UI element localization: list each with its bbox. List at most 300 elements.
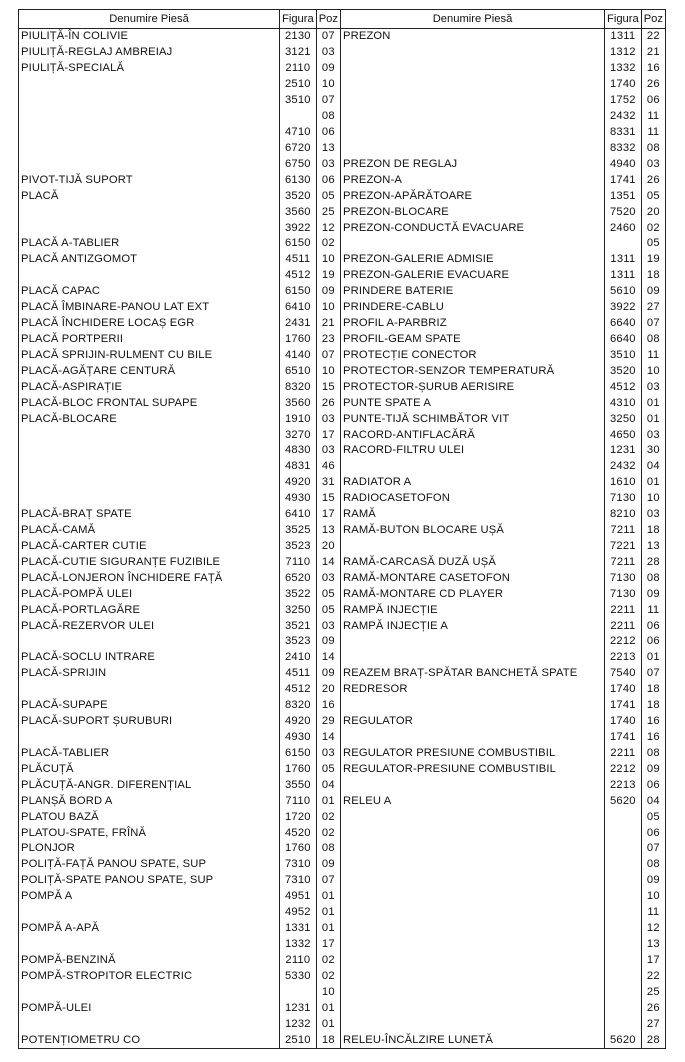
- part-name-left: PLĂCUȚĂ: [19, 761, 280, 777]
- position-right: 16: [641, 730, 665, 746]
- part-name-right: PREZON DE REGLAJ: [341, 156, 605, 172]
- figure-left: 1760: [280, 761, 317, 777]
- figure-left: 6410: [280, 300, 317, 316]
- position-left: 08: [316, 841, 340, 857]
- figure-left: 4830: [280, 443, 317, 459]
- part-name-left: [19, 125, 280, 141]
- figure-right: [605, 825, 642, 841]
- figure-right: 1752: [605, 93, 642, 109]
- part-name-left: PIULIȚĂ-ÎN COLIVIE: [19, 29, 280, 45]
- figure-left: 2110: [280, 61, 317, 77]
- figure-left: 4511: [280, 666, 317, 682]
- part-name-left: PLACĂ-BLOCARE: [19, 411, 280, 427]
- part-name-left: PLACĂ-CAMĂ: [19, 523, 280, 539]
- table-row: [19, 332, 666, 348]
- position-left: 03: [316, 443, 340, 459]
- position-left: 03: [316, 45, 340, 61]
- part-name-right: [341, 857, 605, 873]
- part-name-left: PLACĂ A-TABLIER: [19, 236, 280, 252]
- table-row: [19, 379, 666, 395]
- table-row: [19, 347, 666, 363]
- part-name-left: PIVOT-TIJĂ SUPORT: [19, 172, 280, 188]
- figure-right: 7130: [605, 586, 642, 602]
- figure-left: 7310: [280, 873, 317, 889]
- position-left: 01: [316, 905, 340, 921]
- table-row: [19, 300, 666, 316]
- position-right: 09: [641, 761, 665, 777]
- position-right: 27: [641, 300, 665, 316]
- figure-left: 5330: [280, 968, 317, 984]
- figure-right: 2213: [605, 777, 642, 793]
- position-left: 09: [316, 61, 340, 77]
- position-left: 01: [316, 1016, 340, 1032]
- position-right: 27: [641, 1016, 665, 1032]
- figure-right: 7130: [605, 570, 642, 586]
- figure-right: 2211: [605, 602, 642, 618]
- part-name-right: RAMPĂ INJECȚIE A: [341, 618, 605, 634]
- part-name-right: PROTECTOR-ȘURUB AERISIRE: [341, 379, 605, 395]
- table-row: [19, 634, 666, 650]
- position-right: 11: [641, 347, 665, 363]
- part-name-left: PLACĂ CAPAC: [19, 284, 280, 300]
- position-left: 04: [316, 777, 340, 793]
- position-left: 03: [316, 156, 340, 172]
- figure-right: [605, 1000, 642, 1016]
- part-name-right: [341, 968, 605, 984]
- figure-left: 4512: [280, 682, 317, 698]
- figure-left: 2510: [280, 77, 317, 93]
- part-name-left: PLACĂ-AGĂȚARE CENTURĂ: [19, 363, 280, 379]
- position-right: 26: [641, 77, 665, 93]
- position-left: 14: [316, 554, 340, 570]
- figure-left: 6410: [280, 507, 317, 523]
- table-row: [19, 873, 666, 889]
- table-row: [19, 109, 666, 125]
- part-name-left: PLACĂ-BLOC FRONTAL SUPAPE: [19, 395, 280, 411]
- position-right: 18: [641, 268, 665, 284]
- figure-right: 6640: [605, 316, 642, 332]
- part-name-left: PLACĂ: [19, 188, 280, 204]
- figure-left: [280, 984, 317, 1000]
- part-name-right: PREZON-CONDUCTĂ EVACUARE: [341, 220, 605, 236]
- figure-right: 2212: [605, 761, 642, 777]
- part-name-right: RAMĂ-MONTARE CD PLAYER: [341, 586, 605, 602]
- table-row: [19, 156, 666, 172]
- table-row: [19, 172, 666, 188]
- figure-right: 5610: [605, 284, 642, 300]
- part-name-left: [19, 140, 280, 156]
- position-right: 28: [641, 1032, 665, 1048]
- position-right: 10: [641, 491, 665, 507]
- part-name-right: [341, 841, 605, 857]
- position-left: 18: [316, 1032, 340, 1048]
- position-left: 06: [316, 172, 340, 188]
- table-row: [19, 125, 666, 141]
- part-name-left: POMPĂ-BENZINĂ: [19, 952, 280, 968]
- part-name-right: RAMĂ-CARCASĂ DUZĂ UȘĂ: [341, 554, 605, 570]
- figure-right: 1741: [605, 698, 642, 714]
- figure-left: 4952: [280, 905, 317, 921]
- part-name-right: REGULATOR PRESIUNE COMBUSTIBIL: [341, 745, 605, 761]
- position-left: 13: [316, 140, 340, 156]
- part-name-right: [341, 236, 605, 252]
- part-name-left: [19, 1016, 280, 1032]
- part-name-left: [19, 220, 280, 236]
- part-name-right: RAMĂ-MONTARE CASETOFON: [341, 570, 605, 586]
- table-row: [19, 220, 666, 236]
- table-row: [19, 252, 666, 268]
- table-row: [19, 857, 666, 873]
- position-right: 09: [641, 873, 665, 889]
- header-position-left: Poz: [316, 10, 340, 29]
- figure-right: 1610: [605, 475, 642, 491]
- position-left: 17: [316, 937, 340, 953]
- table-row: [19, 921, 666, 937]
- figure-right: [605, 921, 642, 937]
- parts-index-table: [18, 9, 666, 1049]
- position-left: 02: [316, 809, 340, 825]
- position-right: 13: [641, 539, 665, 555]
- position-right: 21: [641, 45, 665, 61]
- table-row: [19, 586, 666, 602]
- part-name-right: PREZON-GALERIE ADMISIE: [341, 252, 605, 268]
- part-name-left: PIULIȚĂ-SPECIALĂ: [19, 61, 280, 77]
- header-position-right: Poz: [641, 10, 665, 29]
- position-left: 07: [316, 29, 340, 45]
- part-name-right: [341, 650, 605, 666]
- position-right: 18: [641, 682, 665, 698]
- figure-right: [605, 236, 642, 252]
- table-row: [19, 745, 666, 761]
- position-left: 21: [316, 316, 340, 332]
- position-right: 04: [641, 793, 665, 809]
- part-name-right: RELEU A: [341, 793, 605, 809]
- figure-left: 3560: [280, 395, 317, 411]
- position-left: 10: [316, 363, 340, 379]
- figure-left: 2130: [280, 29, 317, 45]
- position-right: 06: [641, 777, 665, 793]
- part-name-right: [341, 93, 605, 109]
- header-row: [19, 10, 666, 29]
- figure-left: 4512: [280, 268, 317, 284]
- position-right: 16: [641, 61, 665, 77]
- part-name-left: PIULIȚĂ-REGLAJ AMBREIAJ: [19, 45, 280, 61]
- part-name-left: PLACĂ-POMPĂ ULEI: [19, 586, 280, 602]
- part-name-left: [19, 77, 280, 93]
- position-right: 04: [641, 459, 665, 475]
- figure-right: [605, 905, 642, 921]
- part-name-right: [341, 905, 605, 921]
- part-name-left: PLACĂ SPRIJIN-RULMENT CU BILE: [19, 347, 280, 363]
- table-row: [19, 602, 666, 618]
- part-name-right: [341, 459, 605, 475]
- position-right: 01: [641, 650, 665, 666]
- position-left: 08: [316, 109, 340, 125]
- figure-right: 7130: [605, 491, 642, 507]
- figure-left: 1231: [280, 1000, 317, 1016]
- position-right: 07: [641, 666, 665, 682]
- part-name-left: PLACĂ-CUTIE SIGURANȚE FUZIBILE: [19, 554, 280, 570]
- header-part-name-left: Denumire Piesă: [19, 10, 280, 29]
- part-name-right: PUNTE SPATE A: [341, 395, 605, 411]
- position-left: 09: [316, 634, 340, 650]
- position-left: 20: [316, 539, 340, 555]
- part-name-right: REGULATOR-PRESIUNE COMBUSTIBIL: [341, 761, 605, 777]
- part-name-right: [341, 777, 605, 793]
- table-row: [19, 968, 666, 984]
- figure-right: 8210: [605, 507, 642, 523]
- position-left: 19: [316, 268, 340, 284]
- position-right: 11: [641, 109, 665, 125]
- part-name-left: [19, 475, 280, 491]
- table-row: [19, 539, 666, 555]
- table-row: [19, 427, 666, 443]
- table-row: [19, 475, 666, 491]
- part-name-left: [19, 459, 280, 475]
- figure-right: [605, 984, 642, 1000]
- figure-left: 4140: [280, 347, 317, 363]
- part-name-left: PLATOU-SPATE, FRÎNĂ: [19, 825, 280, 841]
- part-name-right: [341, 1016, 605, 1032]
- table-row: [19, 45, 666, 61]
- position-left: 02: [316, 236, 340, 252]
- position-right: 09: [641, 586, 665, 602]
- position-right: 10: [641, 889, 665, 905]
- position-left: 07: [316, 347, 340, 363]
- position-left: 03: [316, 745, 340, 761]
- part-name-left: [19, 268, 280, 284]
- figure-right: 1351: [605, 188, 642, 204]
- table-row: [19, 889, 666, 905]
- part-name-right: RAMĂ: [341, 507, 605, 523]
- position-left: 26: [316, 395, 340, 411]
- position-left: 01: [316, 793, 340, 809]
- position-right: 18: [641, 523, 665, 539]
- table-row: [19, 984, 666, 1000]
- position-left: 02: [316, 825, 340, 841]
- figure-left: 3525: [280, 523, 317, 539]
- part-name-right: PROFIL-GEAM SPATE: [341, 332, 605, 348]
- part-name-left: [19, 491, 280, 507]
- position-left: 07: [316, 873, 340, 889]
- figure-right: [605, 857, 642, 873]
- figure-left: 3250: [280, 602, 317, 618]
- part-name-right: REDRESOR: [341, 682, 605, 698]
- figure-right: 1740: [605, 77, 642, 93]
- table-row: [19, 236, 666, 252]
- table-row: [19, 618, 666, 634]
- part-name-right: [341, 61, 605, 77]
- part-name-right: [341, 1000, 605, 1016]
- part-name-right: PROTECȚIE CONECTOR: [341, 347, 605, 363]
- position-left: 01: [316, 889, 340, 905]
- position-left: 15: [316, 491, 340, 507]
- figure-right: [605, 1016, 642, 1032]
- position-left: 09: [316, 666, 340, 682]
- part-name-right: RADIOCASETOFON: [341, 491, 605, 507]
- figure-right: 2460: [605, 220, 642, 236]
- figure-left: 4511: [280, 252, 317, 268]
- part-name-left: PLACĂ-REZERVOR ULEI: [19, 618, 280, 634]
- position-left: 05: [316, 602, 340, 618]
- position-right: 11: [641, 125, 665, 141]
- position-right: 03: [641, 156, 665, 172]
- table-row: [19, 29, 666, 45]
- part-name-right: PUNTE-TIJĂ SCHIMBĂTOR VIT: [341, 411, 605, 427]
- table-row: [19, 730, 666, 746]
- position-left: 31: [316, 475, 340, 491]
- position-right: 05: [641, 236, 665, 252]
- header-figure-left: Figura: [280, 10, 317, 29]
- part-name-left: PLATOU BAZĂ: [19, 809, 280, 825]
- figure-left: 6150: [280, 745, 317, 761]
- position-right: 01: [641, 395, 665, 411]
- figure-right: 6640: [605, 332, 642, 348]
- figure-right: 4310: [605, 395, 642, 411]
- figure-right: 1741: [605, 730, 642, 746]
- header-figure-right: Figura: [605, 10, 642, 29]
- position-left: 25: [316, 204, 340, 220]
- figure-right: [605, 968, 642, 984]
- part-name-right: PROFIL A-PARBRIZ: [341, 316, 605, 332]
- position-left: 10: [316, 77, 340, 93]
- position-right: 30: [641, 443, 665, 459]
- position-left: 13: [316, 523, 340, 539]
- part-name-right: RADIATOR A: [341, 475, 605, 491]
- figure-right: 3510: [605, 347, 642, 363]
- figure-right: 3922: [605, 300, 642, 316]
- part-name-right: [341, 140, 605, 156]
- position-left: 10: [316, 984, 340, 1000]
- figure-right: 2211: [605, 745, 642, 761]
- figure-right: 8331: [605, 125, 642, 141]
- figure-right: 7211: [605, 554, 642, 570]
- figure-left: 6720: [280, 140, 317, 156]
- part-name-right: [341, 825, 605, 841]
- part-name-right: RELEU-ÎNCĂLZIRE LUNETĂ: [341, 1032, 605, 1048]
- part-name-right: [341, 77, 605, 93]
- part-name-left: PLACĂ-LONJERON ÎNCHIDERE FAȚĂ: [19, 570, 280, 586]
- part-name-right: [341, 873, 605, 889]
- position-right: 22: [641, 968, 665, 984]
- table-row: [19, 1000, 666, 1016]
- figure-left: 6750: [280, 156, 317, 172]
- position-right: 11: [641, 905, 665, 921]
- position-right: 08: [641, 570, 665, 586]
- figure-right: 1231: [605, 443, 642, 459]
- part-name-left: [19, 156, 280, 172]
- part-name-left: POMPĂ A: [19, 889, 280, 905]
- position-left: 05: [316, 188, 340, 204]
- figure-left: 2110: [280, 952, 317, 968]
- figure-left: 3270: [280, 427, 317, 443]
- table-row: [19, 363, 666, 379]
- part-name-right: PROTECTOR-SENZOR TEMPERATURĂ: [341, 363, 605, 379]
- part-name-left: PLACĂ-SUPORT ȘURUBURI: [19, 714, 280, 730]
- figure-right: 1740: [605, 682, 642, 698]
- part-name-left: [19, 730, 280, 746]
- position-left: 05: [316, 761, 340, 777]
- table-row: [19, 507, 666, 523]
- part-name-right: PREZON-BLOCARE: [341, 204, 605, 220]
- position-right: 08: [641, 745, 665, 761]
- position-right: 07: [641, 316, 665, 332]
- table-row: [19, 698, 666, 714]
- position-right: 26: [641, 172, 665, 188]
- position-left: 02: [316, 952, 340, 968]
- part-name-left: POMPĂ-ULEI: [19, 1000, 280, 1016]
- position-right: 17: [641, 952, 665, 968]
- figure-left: 4920: [280, 714, 317, 730]
- position-left: 01: [316, 921, 340, 937]
- figure-left: 6130: [280, 172, 317, 188]
- part-name-left: PLONJOR: [19, 841, 280, 857]
- figure-right: 2432: [605, 109, 642, 125]
- figure-right: 8332: [605, 140, 642, 156]
- table-row: [19, 1016, 666, 1032]
- figure-left: 3922: [280, 220, 317, 236]
- figure-right: [605, 841, 642, 857]
- position-left: 20: [316, 682, 340, 698]
- figure-left: 4710: [280, 125, 317, 141]
- figure-left: 2410: [280, 650, 317, 666]
- position-left: 14: [316, 650, 340, 666]
- figure-left: 1760: [280, 841, 317, 857]
- table-row: [19, 570, 666, 586]
- part-name-left: PLACĂ-SPRIJIN: [19, 666, 280, 682]
- position-left: 03: [316, 618, 340, 634]
- part-name-left: [19, 204, 280, 220]
- figure-right: 3250: [605, 411, 642, 427]
- figure-left: 2431: [280, 316, 317, 332]
- position-right: 25: [641, 984, 665, 1000]
- part-name-left: PLACĂ-ASPIRAȚIE: [19, 379, 280, 395]
- table-row: [19, 411, 666, 427]
- part-name-right: [341, 889, 605, 905]
- figure-left: 7110: [280, 554, 317, 570]
- position-right: 13: [641, 937, 665, 953]
- position-right: 06: [641, 825, 665, 841]
- part-name-right: [341, 539, 605, 555]
- figure-left: 1720: [280, 809, 317, 825]
- table-row: [19, 93, 666, 109]
- figure-right: 2211: [605, 618, 642, 634]
- table-row: [19, 952, 666, 968]
- figure-right: 2432: [605, 459, 642, 475]
- position-right: 20: [641, 204, 665, 220]
- table-row: [19, 809, 666, 825]
- figure-right: 5620: [605, 1032, 642, 1048]
- figure-right: 7221: [605, 539, 642, 555]
- part-name-right: PRINDERE-CABLU: [341, 300, 605, 316]
- figure-left: [280, 109, 317, 125]
- figure-right: 1332: [605, 61, 642, 77]
- figure-left: 6510: [280, 363, 317, 379]
- part-name-right: [341, 109, 605, 125]
- position-left: 09: [316, 284, 340, 300]
- table-row: [19, 666, 666, 682]
- figure-right: 7211: [605, 523, 642, 539]
- part-name-right: RAMPĂ INJECȚIE: [341, 602, 605, 618]
- figure-right: [605, 937, 642, 953]
- part-name-left: [19, 443, 280, 459]
- position-right: 06: [641, 634, 665, 650]
- position-right: 28: [641, 554, 665, 570]
- figure-left: 4920: [280, 475, 317, 491]
- figure-right: 1312: [605, 45, 642, 61]
- figure-right: 1311: [605, 29, 642, 45]
- position-left: 09: [316, 857, 340, 873]
